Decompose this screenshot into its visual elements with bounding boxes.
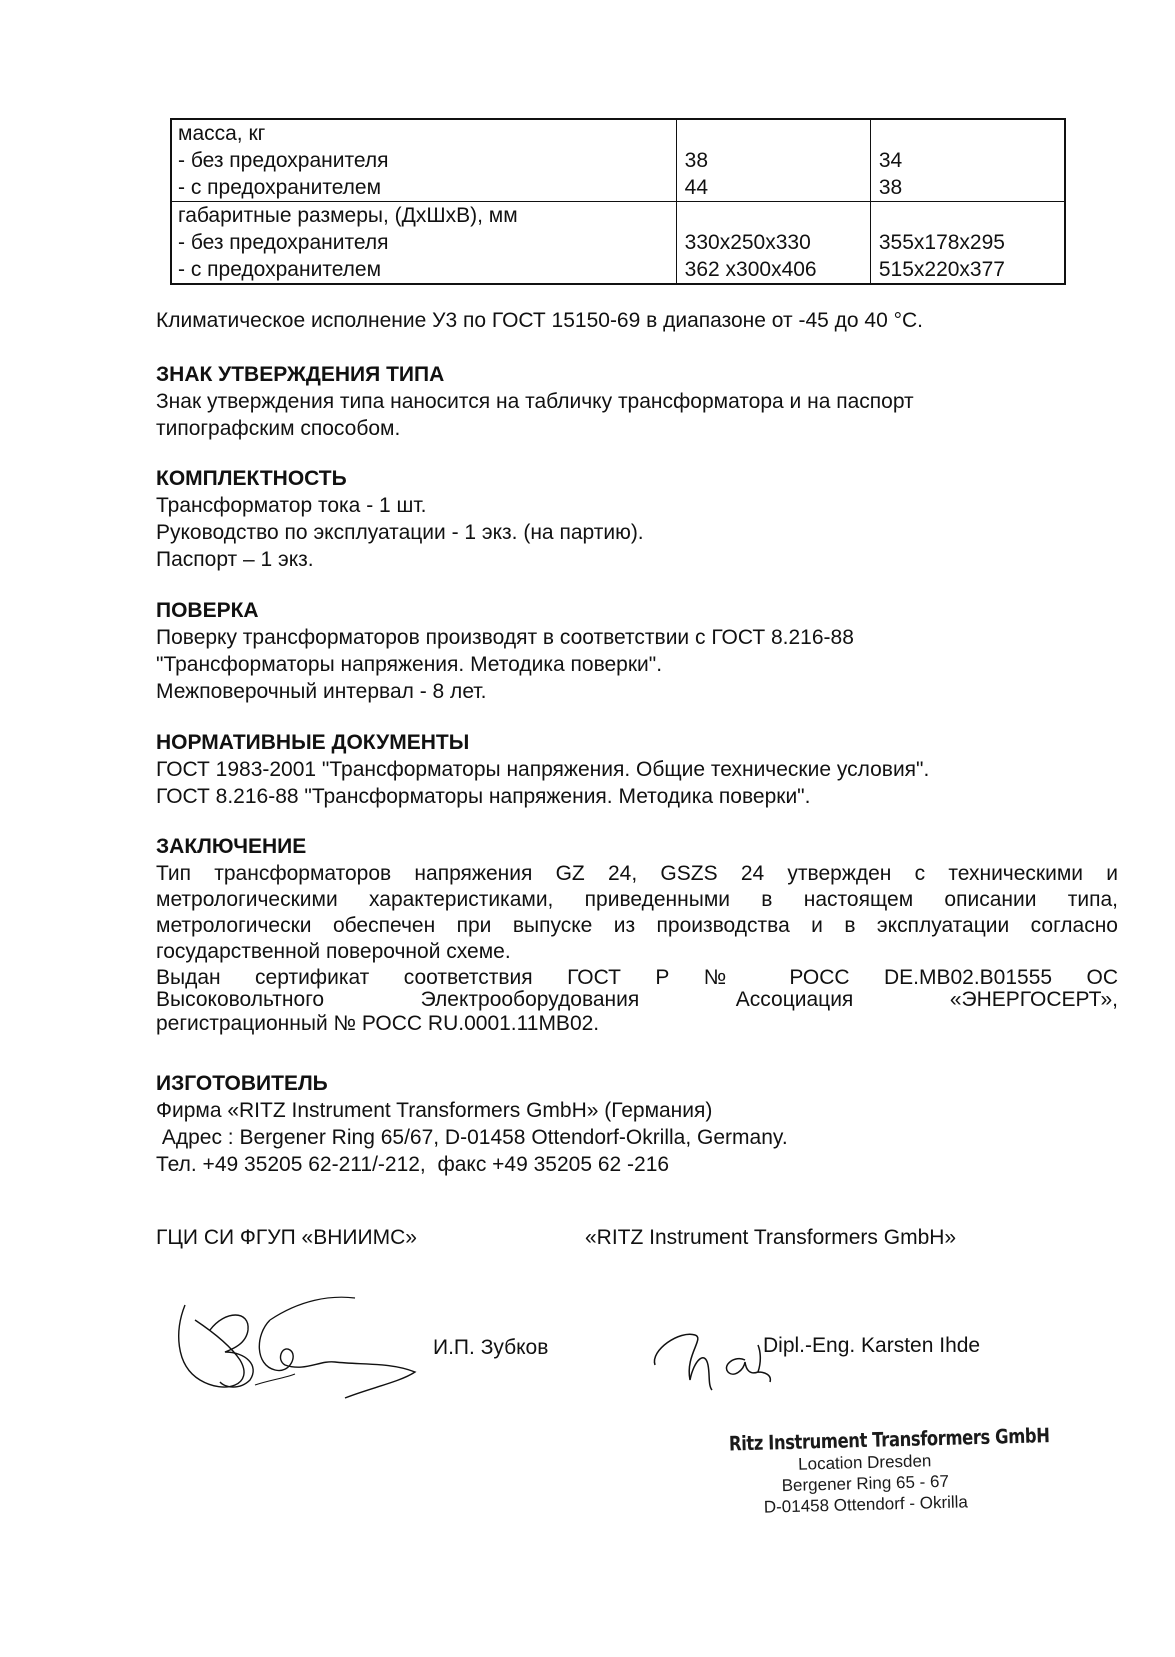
section-line: Руководство по эксплуатации - 1 экз. (на партию). — [156, 521, 644, 544]
left-signatory-name: И.П. Зубков — [433, 1336, 549, 1359]
section-heading: ЗАКЛЮЧЕНИЕ — [156, 835, 307, 858]
stamp-line: Location Dresden — [797, 1451, 932, 1474]
right-organization: «RITZ Instrument Transformers GmbH» — [585, 1226, 957, 1249]
cell-line: - с предохранителем — [178, 258, 382, 281]
section-line: Тип трансформаторов напряжения GZ 24, GSZS 24 утвержден с техническими и — [156, 862, 1118, 885]
table-cell-value — [870, 119, 1065, 202]
cell-line: 38 — [878, 176, 903, 199]
cell-line: 34 — [878, 149, 903, 172]
section-line: государственной поверочной схеме. — [156, 940, 511, 963]
table-cell-label — [171, 202, 676, 285]
section-line: ГОСТ 8.216-88 "Трансформаторы напряжения. Методика поверки". — [156, 785, 811, 808]
signature-left-icon — [170, 1290, 440, 1410]
section-line: Адрес : Bergener Ring 65/67, D-01458 Ottendorf-Okrilla, Germany. — [156, 1126, 788, 1149]
section-line: Поверку трансформаторов производят в соответствии с ГОСТ 8.216-88 — [156, 626, 854, 649]
cell-line: 38 — [684, 149, 709, 172]
section-line: Высоковольтного Электрооборудования Ассоциация «ЭНЕРГОСЕРТ», — [156, 988, 1118, 1011]
cell-line: масса, кг — [178, 122, 266, 145]
cell-line — [685, 120, 870, 147]
section-line: "Трансформаторы напряжения. Методика поверки". — [156, 653, 663, 676]
right-signatory-name: Dipl.-Eng. Karsten Ihde — [763, 1334, 981, 1357]
table-cell-value — [676, 202, 870, 285]
table-row — [171, 202, 1065, 285]
section-normative-documents — [156, 729, 929, 810]
section-line: Тел. +49 35205 62-211/-212, факс +49 35205 62 -216 — [156, 1153, 670, 1176]
table-row — [171, 119, 1065, 202]
stamp-title: Ritz Instrument Transformers GmbH — [728, 1423, 1050, 1456]
section-type-approval — [156, 361, 914, 442]
climate-note-text: Климатическое исполнение У3 по ГОСТ 15150-69 в диапазоне от -45 до 40 °С. — [156, 309, 923, 332]
section-heading: НОРМАТИВНЫЕ ДОКУМЕНТЫ — [156, 731, 470, 754]
cell-line: 355x178x295 — [878, 231, 1005, 254]
cell-line — [879, 202, 1064, 229]
table-cell-value — [676, 119, 870, 202]
table-cell-value — [870, 202, 1065, 285]
section-line: Выдан сертификат соответствия ГОСТ Р № РОСС DE.MB02.B01555 ОС — [156, 966, 1118, 989]
table-cell-label — [171, 119, 676, 202]
left-organization: ГЦИ СИ ФГУП «ВНИИМС» — [156, 1226, 417, 1249]
section-heading: ИЗГОТОВИТЕЛЬ — [156, 1072, 328, 1095]
cell-line: - без предохранителя — [178, 149, 389, 172]
company-stamp — [699, 1423, 1050, 1520]
cell-line — [879, 120, 1064, 147]
stamp-line: D-01458 Ottendorf - Okrilla — [763, 1492, 969, 1517]
cell-line: - без предохранителя — [178, 231, 389, 254]
section-conclusion — [156, 861, 1118, 1037]
section-line: Межповерочный интервал - 8 лет. — [156, 680, 487, 703]
cell-line: - с предохранителем — [178, 176, 382, 199]
section-line: ГОСТ 1983-2001 "Трансформаторы напряжения. Общие технические условия". — [156, 758, 930, 781]
climate-note — [156, 307, 923, 334]
section-completeness — [156, 465, 644, 573]
section-line: Паспорт – 1 экз. — [156, 548, 314, 571]
section-line: Трансформатор тока - 1 шт. — [156, 494, 427, 517]
section-heading: ПОВЕРКА — [156, 599, 259, 622]
section-line: метрологически обеспечен при выпуске из производства и в эксплуатации согласно — [156, 914, 1118, 937]
stamp-line: Bergener Ring 65 - 67 — [781, 1471, 950, 1496]
cell-line — [685, 202, 870, 229]
section-conclusion-heading-wrap — [156, 833, 306, 860]
cell-line: 330x250x330 — [684, 231, 811, 254]
section-heading: КОМПЛЕКТНОСТЬ — [156, 467, 347, 490]
section-manufacturer — [156, 1070, 788, 1178]
cell-line: 362 x300x406 — [684, 258, 817, 281]
signature-right-icon — [650, 1320, 780, 1400]
section-verification — [156, 597, 854, 705]
specifications-table — [170, 118, 1066, 285]
section-line: типографским способом. — [156, 417, 401, 440]
section-line: Знак утверждения типа наносится на табличку трансформатора и на паспорт — [156, 390, 914, 413]
section-line: регистрационный № РОСС RU.0001.11MB02. — [156, 1012, 600, 1035]
section-line: Фирма «RITZ Instrument Transformers GmbH» (Германия) — [156, 1099, 713, 1122]
cell-line: габаритные размеры, (ДхШхВ), мм — [178, 204, 518, 227]
section-line: метрологическими характеристиками, приведенными в настоящем описании типа, — [156, 888, 1118, 911]
cell-line: 515x220x377 — [878, 258, 1005, 281]
section-heading: ЗНАК УТВЕРЖДЕНИЯ ТИПА — [156, 363, 445, 386]
cell-line: 44 — [684, 176, 709, 199]
